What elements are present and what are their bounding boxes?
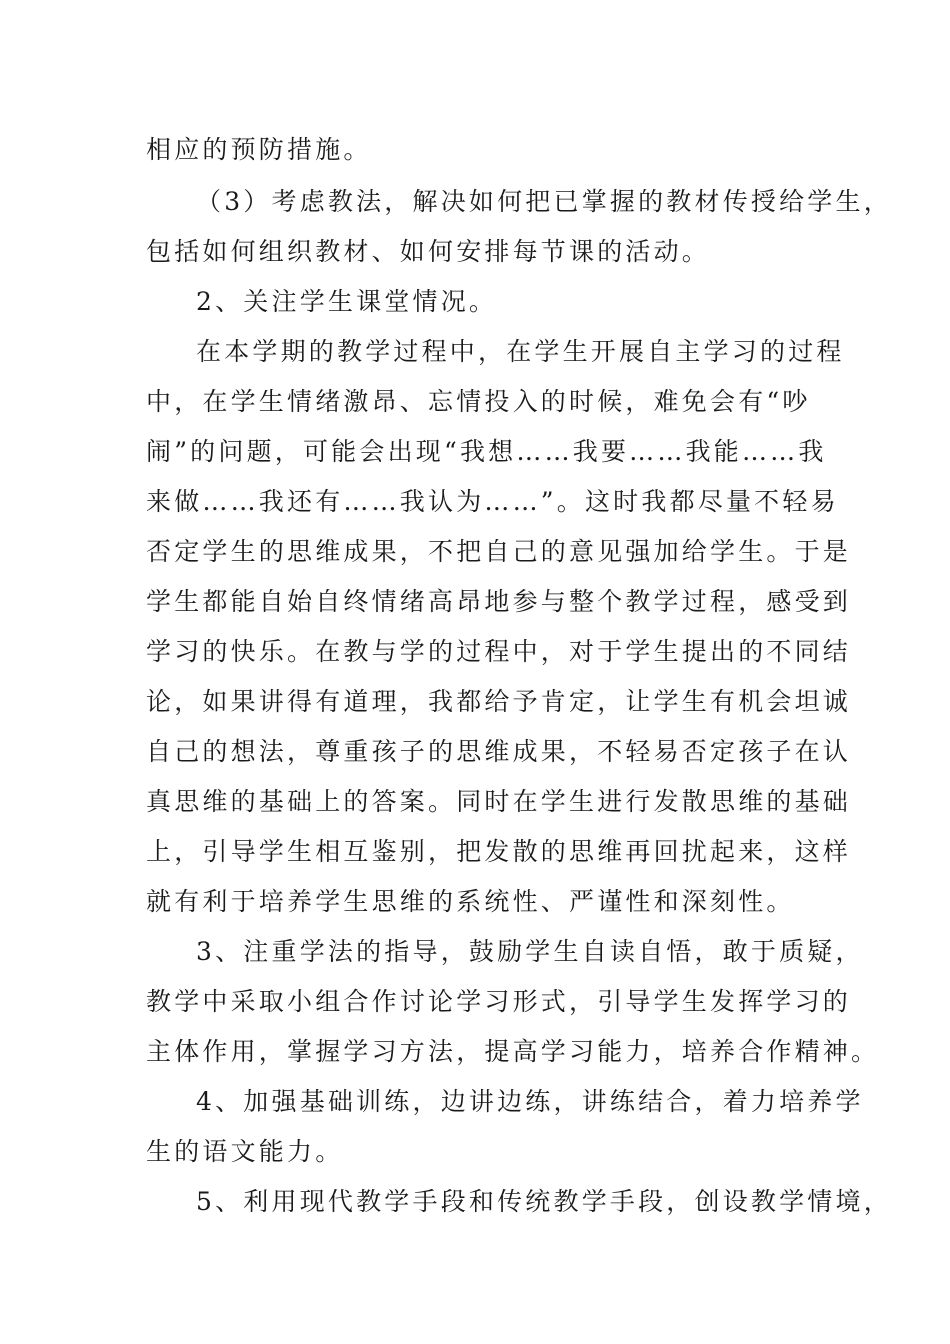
- text-line: 3、注重学法的指导，鼓励学生自读自悟，敢于质疑，: [196, 937, 864, 966]
- text-line: （3）考虑教法，解决如何把已掌握的教材传授给学生，: [196, 187, 892, 216]
- text-line: 否定学生的思维成果，不把自己的意见强加给学生。于是: [146, 537, 852, 566]
- text-line: 学生都能自始自终情绪高昂地参与整个教学过程，感受到: [146, 587, 852, 616]
- text-line: 上，引导学生相互鉴别，把发散的思维再回扰起来，这样: [146, 837, 852, 866]
- text-line: 教学中采取小组合作讨论学习形式，引导学生发挥学习的: [146, 987, 852, 1016]
- text-line: 来做……我还有……我认为……”。这时我都尽量不轻易: [146, 487, 839, 516]
- text-line: 包括如何组织教材、如何安排每节课的活动。: [146, 237, 711, 266]
- text-line: 5、利用现代教学手段和传统教学手段，创设教学情境，: [196, 1187, 892, 1216]
- text-line: 相应的预防措施。: [146, 135, 372, 164]
- text-line: 论，如果讲得有道理，我都给予肯定，让学生有机会坦诚: [146, 687, 852, 716]
- text-line: 闹”的问题，可能会出现“我想……我要……我能……我: [146, 437, 827, 466]
- text-line: 主体作用，掌握学习方法，提高学习能力，培养合作精神。: [146, 1037, 880, 1066]
- text-line: 学习的快乐。在教与学的过程中，对于学生提出的不同结: [146, 637, 852, 666]
- text-line: 就有利于培养学生思维的系统性、严谨性和深刻性。: [146, 887, 795, 916]
- text-line: 真思维的基础上的答案。同时在学生进行发散思维的基础: [146, 787, 852, 816]
- text-line: 在本学期的教学过程中，在学生开展自主学习的过程: [196, 337, 845, 366]
- text-line: 4、加强基础训练，边讲边练，讲练结合，着力培养学: [196, 1087, 864, 1116]
- text-line: 生的语文能力。: [146, 1137, 344, 1166]
- text-line: 自己的想法，尊重孩子的思维成果，不轻易否定孩子在认: [146, 737, 852, 766]
- text-line: 中，在学生情绪激昂、忘情投入的时候，难免会有“吵: [146, 387, 811, 416]
- section-heading: 2、关注学生课堂情况。: [196, 287, 498, 316]
